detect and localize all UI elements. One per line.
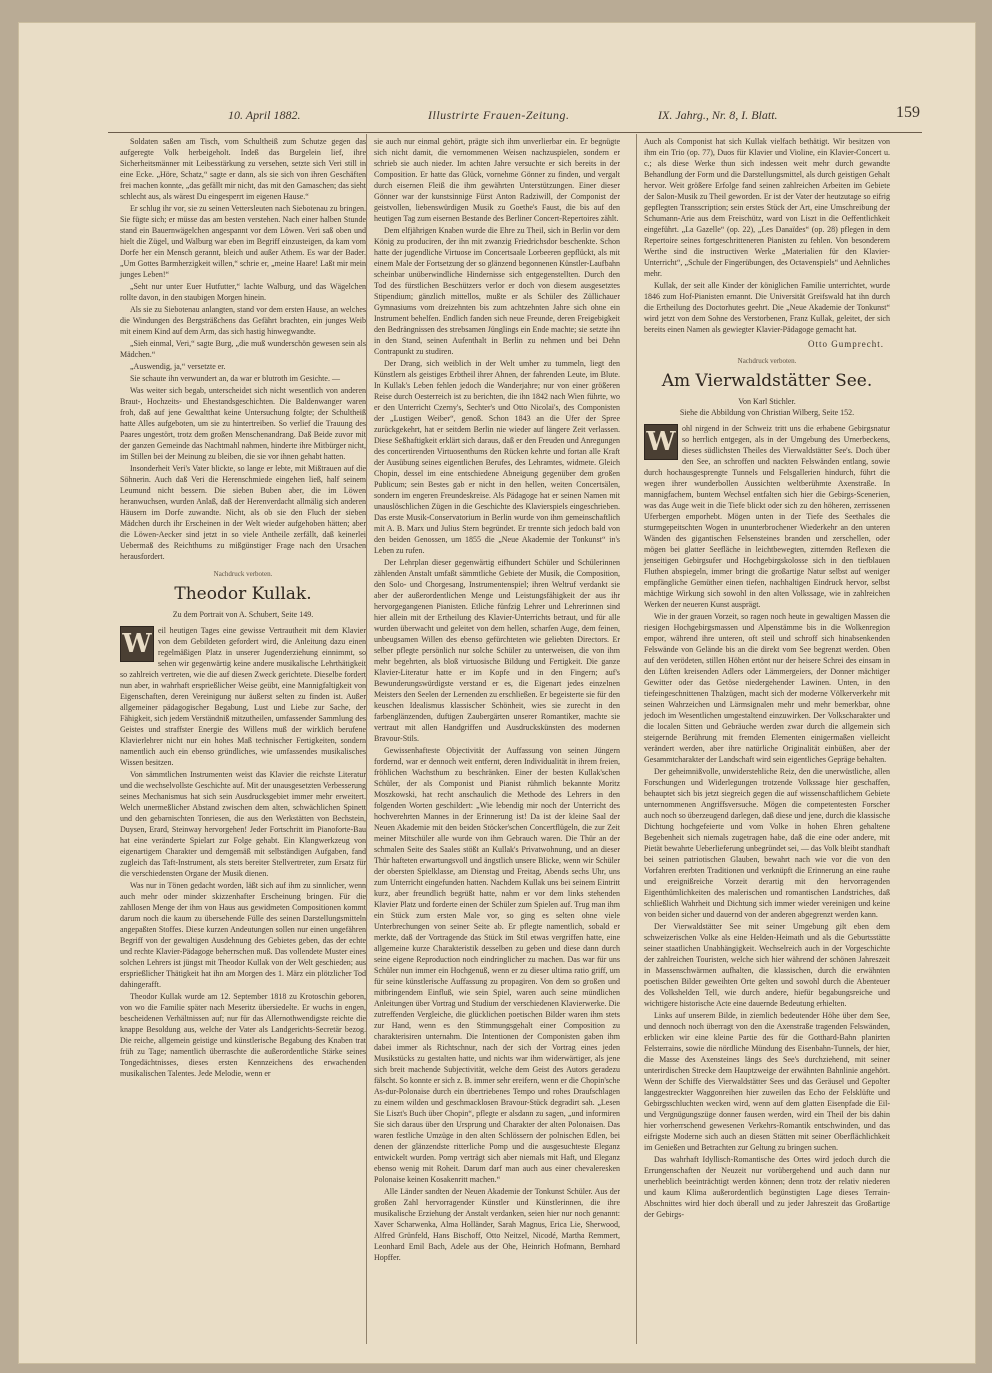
story-continuation	[120, 136, 366, 562]
header-date: 10. April 1882.	[228, 108, 301, 122]
column-divider-1	[366, 134, 367, 1344]
column-divider-2	[636, 134, 637, 1344]
page-header	[98, 106, 930, 128]
paragraph: „Sieh einmal, Veri,“ sagte Burg, „die muß wunderschön gewesen sein als Mädchen.“	[120, 339, 366, 359]
paragraph: Links auf unserem Bilde, in ziemlich bedeutender Höhe über dem See, und dennoch noch überragt von den die Axenstraße tragenden Felswänden, erblicken wir eine kleine Partie des für die Gotthard-Bahn planirten Felsterrains, sowie die nördliche Mündung des Eisenbahn-Tunnels, der hier, die Masse des Axensteines längs des See's durchziehend, mit seiner unterirdischen Strecke dem Hauptzweige der erwähnten Bahnlinie angehört. Wenn der Schiffe des Vierwaldstätter Sees und das Geräusel und Gepolter langgestreckter Waggonreihen hier zuweilen das Echo der Felsklüfte und Gebirgsschluchten wecken wird, wenn auf dem glatten Eisenpfade die Eil- und Vergnügungszüge donner fausen werden, wird ein Theil der bis dahin hier vorherrschend gewesenen Verkehrs-Romantik entschwinden, und das eifrigste Moderne sich auch an diesen Stätten mit seiner Oberflächlichkeit im Genießen und Betrachten zur Geltung zu bringen suchen.	[644, 1011, 890, 1152]
article-title: Theodor Kullak.	[174, 584, 312, 604]
paragraph: „Auswendig, ja,“ versetzte er.	[130, 362, 226, 371]
paragraph: Gewissenhafteste Objectivität der Auffassung von seinen Jüngern fordernd, war er dennoch weit entfernt, deren Individualität in ihrem freien, fröhlichen Wachsthum zu beschränken. Einer der besten Kullak'schen Schüler, der als Componist und Pianist rühmlich bekannte Moritz Moszkowski, hat recht anschaulich die Methode des Lehrers in den folgenden Worten geschildert: „Wie lebendig mir noch der Unterricht des hochverehrten Mannes in der Erinnerung ist! Da ist der kleine Saal der Neuen Akademie mit den beiden Stöcker'schen Concertflügeln, die zur Zeit meiner Mitschüler alle wurde von ihm Gebrauch waren. Die Thür an der schmalen Seite des Saales stößt an Kullak's Privatwohnung, und an dieser Thür hafteten erwartungsvoll und ängstlich unsere Blicke, wenn wir Schüler der obersten Spielklasse, am Dienstag und Freitag, Abends sechs Uhr, uns zum Unterricht eingefunden hatten. Nachdem Kullak uns bei seinem Eintritt kurz, aber freundlich begrüßt hatte, nahm er vor dem links stehenden Klavier Platz und forderte einen der Schüler zum Spielen auf. Trug man ihm ein Stück zum ersten Male vor, so ging es selten ohne viele Unterbrechungen von seiner Seite ab. Er pflegte namentlich, sobald er merkte, daß der Vortragende das Stück im Stil etwas vergriffen hatte, eine allgemeine kurze Charakteristik desselben zu geben und diese dann durch seine eigene Reproduction noch eindringlicher zu machen. Das war für uns Schüler nun immer ein Hochgenuß, wenn er zu dieser ultima ratio griff, um für seine künstlerische Auffassung zu propagiren. Von dem so großen und mitbringendem Einfluß, wie sein Spiel, waren auch seine mündlichen Anleitungen über Vortrag und Studium der verschiedenen Klavierwerke. Die zutreffenden Vergleiche, die glücklichen poetischen Bilder waren ihm stets zur Hand, wenn es den Stimmungsgehalt einer Composition zu charakterisiren unternahm. Die Intentionen der Componisten gaben ihm dabei immer als Richtschnur, nach der sich der Vortrag eines jeden Musikstücks zu gestalten hatte, und nichts war ihm widerwärtiger, als jene sich breit machende Subjectivität, welche dem Geist des Autors geradezu fälscht. So konnte er sich z. B. immer sehr ereifern, wenn er die Chopin'sche As-dur-Polonaise durch ein übertriebenes Tempo und rohes Draufschlagen zu einem wilden und geschmacklosen Bravour-Stück degradirt sah. „Lesen Sie Liszt's Buch über Chopin“, pflegte er alsdann zu sagen, „und informiren Sie sich daraus über den Ursprung und Charakter der alten Polonaisen. Das waren festliche Umzüge in den alten Schlössern der polnischen Edlen, bei denen der glänzendste ritterliche Pomp und die ausgesuchteste Eleganz entwickelt wurden. Pomp verträgt sich aber niemals mit Haft, und Eleganz ebenso wenig mit Roheit. Darum darf man auch aus einer chevaleresken Polonaise keinen Kosakenritt machen.“	[374, 746, 620, 1184]
paragraph: ohl nirgend in der Schweiz tritt uns die erhabene Gebirgsnatur so herrlich entgegen, als in der Umgebung des Urnerbeckens, dieses südlichsten Theiles des Vierwaldstätter See's. Doch über den See, an schroffen und nackten Felswänden entlang, sowie durch hochausgesprengte Tunnels und Felsgallerien hindurch, führt die wegen ihrer wunderbollen Aussichten weltberühmte Axenstraße. In mannigfachem, buntem Wechsel entfalten sich hier die Gebirgs-Scenerien, was das Auge weit in die Tiefe blickt oder sich zu den höheren, zerrissenen Uferbergen emporhebt. Mögen unten in der Tiefe des Seethales die sturmgepeitschten Wogen in ununterbrochener Wiederkehr an den unteren Wänden des gigantischen Felsensteines branden und zerschellen, oder mögen bei glatter Seefläche in leichtbewegten, zitternden Reflexen die jenseitigen Gebirgsufer und Hochgebirgskolosse sich in den tiefblauen Fluthen abspiegeln, immer bringt die großartige Natur selbst auf weniger empfängliche Gemüther einen tiefen, nachhaltigen Eindruck hervor, selbst mächtige Wirkung sich sowohl in den alten Volkssage, wie in zahlreichen Werken der neueren Kunst ausprägt.	[644, 424, 890, 609]
drop-cap-initial: W	[120, 626, 154, 662]
paragraph: Insonderheit Veri's Vater blickte, so lange er lebte, mit Mißtrauen auf die Söhnerin. Auch daß Veri die Herenschmiede eingehen ließ, half seinem Leumund nicht bessern. Die sieben Buben aber, die im Löwen heranwuchsen, wurden Anlaß, daß der Herenverdacht allmälig sich anderen Häusern im Dorfe zuwandte. Nicht, als ob sie den Fluch der sieben Mädchen durch ihr Erscheinen in der Welt wieder aufgehoben hätten; aber die Löwen-Aecker sind jetzt in so viele Antheile zerfällt, daß keinerlei Uebermaß des Reichthums zu mißgünstiger Frage nach den Ursachen herausfordert.	[120, 464, 366, 561]
paragraph: Von sämmtlichen Instrumenten weist das Klavier die reichste Literatur und die wechselvollste Geschichte auf. Mit der unausgesetzten Verbesserung seines Mechanismus hat sich sein Ausdrucksgebiet immer mehr erweitert. Welch unermeßlicher Abstand zwischen dem alten, schwächlichen Spinett und den gebarnischten Tonriesen, die aus den Werkstätten von Bechstein, Duysen, Erard, Steinway hervorgehen! Jeder Fortschritt im Pianoforte-Bau hat eine veränderte Spielart zur Folge gehabt. Ein Klangwerkzeug von eigenartigem Charakter und demgemäß mit selbständigen Aufgaben, fand zugleich das Taft-Instrument, als stets bereiter Stellvertreter, zum Ersatz für die verschiedensten Organe der Musik dienen.	[120, 770, 366, 878]
column-1	[120, 136, 366, 1080]
paragraph: Der Lehrplan dieser gegenwärtig eifhundert Schüler und Schülerinnen zählenden Anstalt umfaßt sämmtliche Gebiete der Musik, die Composition, den Solo- und Chorgesang, Instrumentenspiel; ihren Weltruf verdankt sie aber der außerordentlichen Menge und Leistungsfähigkeit der aus ihr hervorgegangenen Pianisten. Etliche fünfzig Lehrer und Lehrerinnen sind hier allein mit der Ertheilung des Klavier-Unterrichts betraut, und für alle wurden überwacht und geleitet von dem hellen, scharfen Auge, dem feinen, unbeugsamen Willen des ebenso gefürchteten wie geliebten Directors. Er selber pflegte persönlich nur solche Schüler zu unterweisen, die von ihm mehr begehrten, als bloß virtuosische Bildung und Fertigkeit. Die ganze Klavier-Literatur hatte er im Kopfe und in den Fingern; auf's Bewunderungswürdigste verstand er es, die Eigenart jedes einzelnen Meisters den Seelen der Lernenden zu erschließen. Er begeisterte sie für den keuschen Idealismus klassischer Schönheit, wies sie zurecht in den farbenglänzenden, duftigen Zaubergärten unserer Romantiker, machte sie vertraut mit allen Handgriffen und Ausdruckskünsten des modernen Bravour-Stils.	[374, 558, 620, 743]
article-subtitle: Siehe die Abbildung von Christian Wilberg, Seite 152.	[679, 408, 855, 417]
article-author: Von Karl Stichler.	[738, 397, 796, 406]
drop-cap-initial: W	[644, 424, 678, 460]
paragraph: Auch als Componist hat sich Kullak vielfach bethätigt. Wir besitzen von ihm ein Trio (op. 77), Duos für Klavier und Violine, ein Klavier-Concert u. c.; als diese Werke thun sich indessen weit mehr durch gewandte Behandlung der Form und die Darstellungsmittel, als durch geistigen Gehalt hervor. Weit größere Erfolge fand seinen zahlreichen Arbeiten im Gebiete der Salon-Musik zu Theil geworden. Er ist der Vater der heutzutage so eifrig gepflegten Transscription; sein erstes Stück der Art, eine Umschreibung der Schumann-Arie aus dem Freischütz, ward von Liszt in die Oeffentlichkeit eingeführt. „La Gazelle“ (op. 22), „Les Danaïdes“ (op. 28) pflegen in dem Repertoire seines fortgeschritteneren Pianisten zu fehlen. Von besonderem Werthe sind die instructiven Werke „Materialien für den Klavier-Unterricht“, „Schule der Fingerübungen, des Octavenspiels“ und Aehnliches mehr.	[644, 137, 890, 278]
paragraph: Theodor Kullak wurde am 12. September 1818 zu Krotoschin geboren, von wo die Familie später nach Meseritz übersiedelte. Er wuchs in engen, bescheidenen Verhältnissen auf; nur für das Allernothwendigste reichte die knappe Besoldung aus, welche der Vater als Landgerichts-Secretär bezog. Die reiche, allgemein geistige und künstlerische Begabung des Knaben trat früh zu Tage; namentlich überraschte die außerordentliche Stärke seines Tongedächtnisses, dieses ersten Kennzeichens des erwachenden musikalischen Talentes. Jede Melodie, wenn er	[120, 992, 366, 1078]
newspaper-sheet	[18, 22, 976, 1364]
paragraph: Alle Länder sandten der Neuen Akademie der Tonkunst Schüler. Aus der großen Zahl hervorragender Künstler und Künstlerinnen, die ihre musikalische Erziehung der Anstalt verdanken, seien hier nur noch genannt: Xaver Scharwenka, Alma Holländer, Sarah Magnus, Erica Lie, Sherwood, Alfred Grünfeld, Hans Bischoff, Otto Neitzel, Nicodé, Martha Remmert, Leonhard Emil Bach, Adele aus der Ohe, Heinrich Hofmann, Bernhard Hopffer.	[374, 1187, 620, 1262]
paragraph: sie auch nur einmal gehört, prägte sich ihm unverlierbar ein. Er begnügte sich nicht damit, die vernommenen Weisen nachzuspielen, sondern er schrieb sie auch nieder. Im achten Jahre versuchte er sich bereits in der Composition. Er hatte das Glück, vornehme Gönner zu finden, und vergalt durch eisernen Fleiß die ihm gewährten Unterstützungen. Einer dieser Gönner war der kunstsinnige Fürst Anton Radziwill, der Componist der geistvollen, liebenswürdigen Musik zu Goethe's Faust, die bis auf den heutigen Tag zum eisernen Bestande des Berliner Concert-Repertoires zählt.	[374, 137, 620, 223]
paragraph: Was nur in Tönen gedacht worden, läßt sich auf ihm zu sinnlicher, wenn auch mehr oder minder skizzenhafter Erscheinung bringen. Für die zahllosen Menge der ihm von Haus aus gewidmeten Compositionen kommt darum noch die kaum zu übersehende Fülle des seinen Darstellungsmitteln angepaßten Stoffes. Diese kurzen Andeutungen sollen nur einen ungefähren Begriff von der gewaltigen Ausdehnung des Gebietes geben, das der echte und rechte Klavier-Pädagoge beherrschen muß. Das vollendete Muster eines solchen Lehrers ist jüngst mit Theodor Kullak von der Welt geschieden; aus ersprießlicher Thätigkeit hat ihn am Morgen des 1. März ein plötzlicher Tod dahingerafft.	[120, 881, 366, 989]
article-continuation	[374, 136, 620, 1263]
paragraph: Wie in der grauen Vorzeit, so ragen noch heute in gewaltigen Massen die riesigen Hochgebirgsmassen und Alpenstämme bis in die Wolkenregion empor, während ihre unteren, oft steil und schroff sich hinabsenkenden Felswände von Gelände bis an die direkt vom See begrenzt werden. Oben auf den verödeten, stillen Höhen ertönt nur der heisere Schrei des einsam in den Lüften kreisenden Adlers oder Lämmergeiers, der Donner mächtiger Gewitter oder das Getöse niedergehender Lawinen. Unten, in den tiefeingeschnittenen Thalzügen, macht sich der moderne Völkerverkehr mit seinen Wahrzeichen und Lärmsignalen mehr und mehr bemerkbar, ohne jedoch im Wesentlichen umgestaltend einzuwirken. Der Volkscharakter und die localen Sitten und Gebräuche werden zwar durch die allgemein sich steigernde Berührung mit fremden Elementen einigermaßen vielleicht verändert werden, aber ihre natürliche Originalität einbüßen, aber der Gesammtcharakter der Landschaft wird sein eigentliches Gepräge behalten.	[644, 612, 890, 764]
article-body	[644, 423, 890, 1220]
author-signature: Otto Gumprecht.	[808, 339, 884, 349]
paragraph: Der Drang, sich weiblich in der Welt umher zu tummeln, liegt den Künstlern als geistiges Erbtheil ihrer Ahnen, der fahrenden Leute, im Blute. In Kullak's Leben fehlen jedoch die Wanderjahre; nur von einer größeren Reise durch Oesterreich ist zu berichten, die ihn 1842 nach Wien führte, wo er den Unterricht Czerny's, Sechter's und Otto Nicolai's, des Componisten der „Lustigen Weiber“, genoß. Schon 1843 an die Ufer der Spree zurückgekehrt, hat er seitdem Berlin nie wieder auf längere Zeit verlassen. Diese Seßhaftigkeit erklärt sich daraus, daß er den Freuden und Anregungen des concertirenden Virtuosenthums den Rücken kehrte und fortan alle Kraft der Ausübung seines eigentlichen Berufes, des Lehramtes, widmete. Gleich Chopin, dessel im eine entschiedene Abneigung gegenüber dem großen Publicum; sein Bestes gab er nicht in den hellen, weiten Concertsälen, sondern im engeren Freundeskreise. Als Pädagoge hat er seinen Namen mit unauslöschlichen Zügen in die Geschichte des Klavierspiels eingeschrieben. Das erste Musik-Conservatorium in Berlin wurde von ihm gemeinschaftlich mit A. B. Marx und Julius Stern begründet. Er trennte sich jedoch bald von den beiden Genossen, um 1855 die „Neue Akademie der Tonkunst“ in's Leben zu rufen.	[374, 359, 620, 555]
paragraph: eil heutigen Tages eine gewisse Vertrautheit mit dem Klavier von dem Gebildeten gefordert wird, die Anleitung dazu einen regelmäßigen Platz in unserer Jugenderziehung einnimmt, so sehen wir gegenwärtig keine andere musikalische Lehrthätigkeit so zahlreich vertreten, wie die auf diesen Zweck gerichtete. Dieselbe fordert nun aber, in wahrhaft ersprießlicher Weise geübt, eine Mannigfaltigkeit von Eigenschaften, deren Vereinigung nur äußerst selten zu finden ist. Außer allgemeiner pädagogischer Begabung, Lust und Liebe zur Sache, der Fähigkeit, sich jedem Verständniß mitzutheilen, umfassender Sammlung des Geistes und straffster Energie des Willens muß der wirklich berufene Klavierlehrer nicht nur ein hohes Maß technischer Fertigkeiten, sondern namentlich auch ein ebenso gründliches, wie umfassendes musikalisches Wissen besitzen.	[120, 626, 366, 767]
paragraph: Das wahrhaft Idyllisch-Romantische des Ortes wird jedoch durch die Errungenschaften der Neuzeit nur vorübergehend und auch dann nur unerheblich beeinträchtigt werden können; denn trotz der relativ niederen und kaum Klima außerordentlich begünstigten Lage dieses Terrain-Abschnittes wird hier doch überall und zu jeder Jahreszeit das Großartige der Gebirgs-	[644, 1155, 890, 1219]
paragraph: Er schlug ihr vor, sie zu seinen Vettersleuten nach Siebotenau zu bringen. Sie fügte sich; er müsse das am besten verstehen. Nach einer halben Stunde stand ein Bauernwägelchen angespannt vor dem Löwen. Veri saß oben und hielt die Zügel, und Walburg war eben im Begriff einzusteigen, da kam vom Dorfe her ein Mensch gerannt, bleich und außer Athem. Es war der Bader. „Um Gottes Barmherzigkeit willen,“ schrie er, „meine Haare! Laßt mir mein junges Leben!“	[120, 204, 366, 279]
paragraph: Als sie zu Siebotenau anlangten, stand vor dem ersten Hause, an welches die Windungen des Bergsträßchens das Gefährt brachten, ein junges Weib mit einem Kind auf dem Arm, das sich hastig hinwegwandte.	[120, 305, 366, 336]
paragraph: Soldaten saßen am Tisch, vom Schultheiß zum Schutze gegen das aufgeregte Volk herbeigeholt. Indeß das Burgelein lief, ihre Sicherheitsmänner mit Leibesstärkung zu versehen, setzte sich Veri still in eine Ecke. „Höre, Schatz,“ sagte er dann, als sie sich von ihren Geschäften frei machen konnte, „das gefällt mir nicht, das mit den Gamaschen; das sieht schlecht aus, als wärest Du eingesperrt im eigenen Hause.“	[120, 137, 366, 201]
paragraph: Kullak, der seit alle Kinder der königlichen Familie unterrichtet, wurde 1846 zum Hof-Pianisten ernannt. Die Universität Greifswald hat ihn durch die Ertheilung des Doctorhutes geehrt. Die „Neue Akademie der Tonkunst“ wird jetzt von dem Sohne des Verstorbenen, Franz Kullak, geleitet, der sich bereits einen Namen als gewiegter Klavier-Pädagoge gemacht hat.	[644, 281, 890, 334]
paragraph: Der Vierwaldstätter See mit seiner Umgebung gilt eben dem schweizerischen Volke als eine Helden-Heimath und als die Geburtsstätte seiner staatlichen Unabhängigkeit. Wechselreich auch in der Vorgeschichte der zahlreichen Touristen, welche sich hier während der schönen Jahreszeit in Massenschwärmen aufhalten, die klassischen, durch die erwähnten poetischen Bilder geweihten Orte gelten und sowohl durch die Abenteuer des Volkshelden Tell, wie durch andere, hiefür begabungsreiche und wichtigere historische Acte eine dauernde Bedeutung erhielten.	[644, 922, 890, 1008]
reprint-note: Nachdruck verboten.	[213, 570, 273, 578]
paragraph: Der geheimnißvolle, unwiderstehliche Reiz, den die unerwüstliche, allen Forschungen und Widerlegungen trotzende Volkssage hier geschaffen, behauptet sich bis jetzt siegreich gegen die auf wissenschaftlichem Gebiete unternommenen Angriffsversuche. Mögen die competentesten Forscher auch noch so überzeugend darlegen, daß diese und jene, durch die klassische Dichtung hochgefeierte und vom Volke in hohen Ehren gehaltene Begebenheit sich niemals zugetragen habe, daß die eine oder andere, mit Pietät bewahrte Ueberlieferung unbegründet sei, — das Volk bleibt standhaft bei seinen patriotischen Glauben, bewahrt nach wie vor die von den Vorfahren ererbten Traditionen und verknüpft die Erinnerung an eine rauhe und ereignißreiche Vorzeit derartig mit den hervorragenden Eigenthümlichkeiten des malerischen und romantischen Landstriches, daß schließlich Wahrheit und Dichtung sich immer wieder vereinigen und keine von beiden sicher und dauernd von der anderen abgegrenzt werden kann.	[644, 767, 890, 919]
column-3	[644, 136, 890, 1221]
reprint-note: Nachdruck verboten.	[737, 357, 797, 365]
header-issue: IX. Jahrg., Nr. 8, I. Blatt.	[658, 108, 778, 122]
header-page-number: 159	[896, 104, 920, 121]
paragraph: Was weiter sich begab, unterscheidet sich nicht wesentlich von anderen Braut-, Hochzeits- und Ehestandsgeschichten. Die Baldenwanger waren froh, daß auf jene Gewaltthat keine Untersuchung folgte; der Schultheiß hatte Alles aufgeboten, um sie zu hintertreiben. So verlief die Trauung des Paares ungestört, trotz dem großen Menschenandrang. Daß Beide zuvor mit der ganzen Gemeinde das Nachtmahl nahmen, hinderte ihre Mitbürger nicht, im Stillen bei der Meinung zu bleiben, die sie vor ihnen gehabt hatten.	[120, 386, 366, 461]
article-body	[120, 625, 366, 1079]
article-title: Am Vierwaldstätter See.	[661, 371, 873, 391]
paragraph: „Seht nur unter Euer Hutfutter,“ lachte Walburg, und das Wägelchen rollte davon, in den staubigen Morgen hinein.	[120, 282, 366, 302]
paragraph: Dem elfjährigen Knaben wurde die Ehre zu Theil, sich in Berlin vor dem König zu produciren, der ihn mit zwanzig Friedrichsdor beschenkte. Schon hatte der jugendliche Virtuose im Concertsaale Lorbeeren gepflückt, als mit einem Male der Fortsetzung der so glänzend begonnenen Künstler-Laufbahn scheinbar unüberwindliche Hindernisse sich entgegenstellten. Durch den Tod des fürstlichen Beschützers verlor er doch von diesem ausgesetztes Stipendium; gänzlich mittellos, mußte er als Schüler des Züllichauer Gymnasiums vom dreizehnten bis zum achtzehnten Jahre sich ohne ein Instrument behelfen. Endlich fanden sich neue Freunde, deren Freigebigkeit den Bedrängnissen des strebsamen Jünglings ein Ende machte; sie setzte ihn in den Stand, seinen Aufenthalt in Berlin zu nehmen und bei Dehn Contrapunkt zu studiren.	[374, 226, 620, 356]
header-title: Illustrirte Frauen-Zeitung.	[428, 108, 570, 122]
article-continuation	[644, 136, 890, 335]
paragraph: Sie schaute ihn verwundert an, da war er blutroth im Gesichte. —	[130, 374, 340, 383]
page	[98, 72, 930, 1354]
header-rule	[108, 132, 922, 133]
article-subtitle: Zu dem Portrait von A. Schubert, Seite 149.	[172, 610, 314, 619]
column-2	[374, 136, 620, 1264]
